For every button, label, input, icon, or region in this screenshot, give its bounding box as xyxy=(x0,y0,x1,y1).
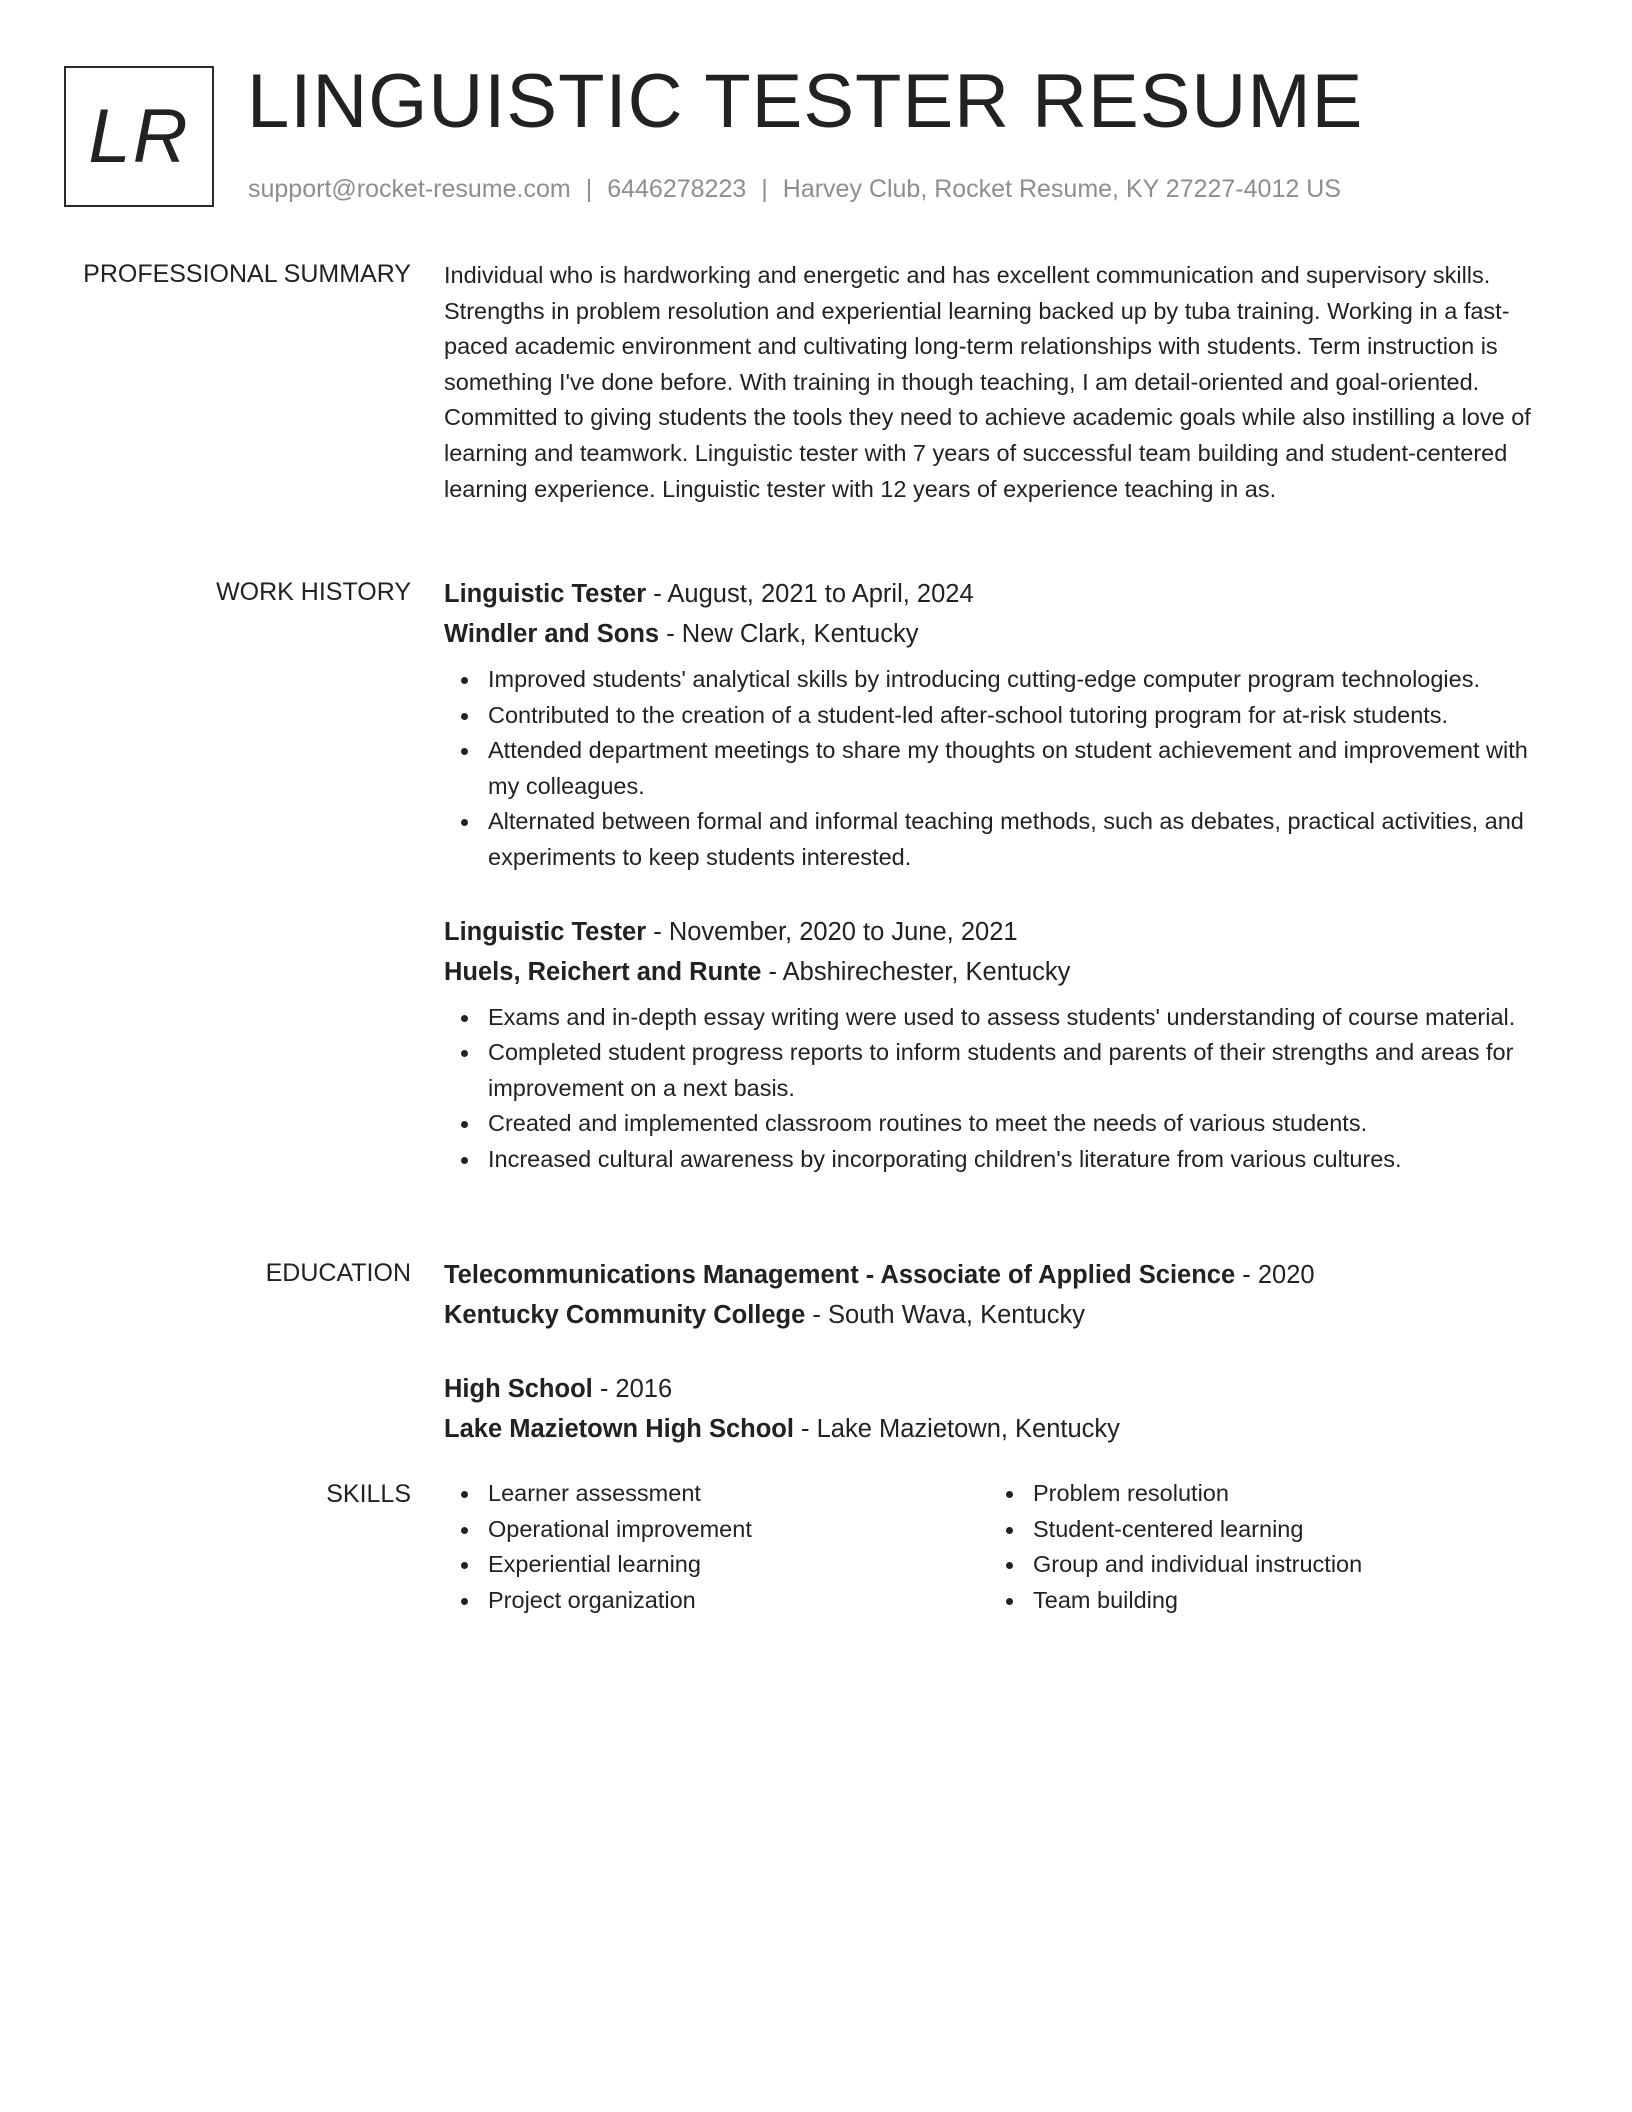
work-history-heading: WORK HISTORY xyxy=(216,578,411,606)
education-body xyxy=(444,1255,1554,1449)
job-bullet: Contributed to the creation of a student-led after-school tutoring program for at-risk students. xyxy=(488,698,1554,734)
education-year: - 2016 xyxy=(592,1375,673,1403)
skills-heading: SKILLS xyxy=(326,1480,411,1508)
job-bullet: Completed student progress reports to inform students and parents of their strengths and areas for improvement on a next basis. xyxy=(488,1035,1554,1106)
skill-item: Problem resolution xyxy=(1033,1476,1534,1512)
job-company: Huels, Reichert and Runte xyxy=(444,957,762,986)
skill-item: Team building xyxy=(1033,1583,1534,1619)
resume-title: LINGUISTIC TESTER RESUME xyxy=(247,59,1364,144)
job-company: Windler and Sons xyxy=(444,620,660,648)
job-bullets xyxy=(444,1000,1554,1178)
contact-separator: | xyxy=(585,175,593,203)
education-degree: Telecommunications Management - Associate of Applied Science xyxy=(444,1261,1236,1289)
job-bullet: Exams and in-depth essay writing were used to assess students' understanding of course material. xyxy=(488,1000,1554,1036)
skill-item: Experiential learning xyxy=(488,1547,989,1583)
skills-body xyxy=(444,1476,1554,1618)
education-location: - South Wava, Kentucky xyxy=(805,1301,1085,1329)
job-company-line xyxy=(444,614,1554,654)
education-entry xyxy=(444,1255,1554,1335)
education-school-line xyxy=(444,1409,1554,1449)
contact-address: Harvey Club, Rocket Resume, KY 27227-4012 US xyxy=(782,175,1341,203)
job-entry xyxy=(444,574,1554,876)
job-location: - Abshirechester, Kentucky xyxy=(761,957,1071,986)
education-school: Lake Mazietown High School xyxy=(444,1415,794,1443)
skills-list xyxy=(444,1476,989,1618)
skill-item: Operational improvement xyxy=(488,1512,989,1548)
education-entry xyxy=(444,1369,1554,1449)
job-title-line xyxy=(444,912,1554,952)
job-bullet: Created and implemented classroom routines to meet the needs of various students. xyxy=(488,1106,1554,1142)
education-heading: EDUCATION xyxy=(265,1259,411,1287)
education-location: - Lake Mazietown, Kentucky xyxy=(793,1415,1120,1443)
skill-item: Learner assessment xyxy=(488,1476,989,1512)
summary-heading: PROFESSIONAL SUMMARY xyxy=(83,260,411,288)
job-bullet: Improved students' analytical skills by introducing cutting-edge computer program technologies. xyxy=(488,662,1554,698)
job-bullet: Alternated between formal and informal teaching methods, such as debates, practical activities, and experiments to keep students interested. xyxy=(488,804,1554,875)
monogram-logo: LR xyxy=(64,66,214,207)
skills-column-left xyxy=(444,1476,989,1618)
job-bullet: Attended department meetings to share my thoughts on student achievement and improvement with my colleagues. xyxy=(488,733,1554,804)
job-company-line xyxy=(444,952,1554,992)
skills-column-right xyxy=(989,1476,1534,1618)
job-title: Linguistic Tester xyxy=(444,917,647,946)
summary-body xyxy=(444,256,1554,507)
skills-grid xyxy=(444,1476,1554,1618)
skill-item: Group and individual instruction xyxy=(1033,1547,1534,1583)
job-bullet: Increased cultural awareness by incorporating children's literature from various cultures. xyxy=(488,1142,1554,1178)
skill-item: Project organization xyxy=(488,1583,989,1619)
education-degree-line xyxy=(444,1369,1554,1409)
skill-item: Student-centered learning xyxy=(1033,1512,1534,1548)
education-degree-line xyxy=(444,1255,1554,1295)
work-history-body xyxy=(444,574,1554,1178)
contact-separator: | xyxy=(761,175,768,203)
job-bullets xyxy=(444,662,1554,876)
job-entry xyxy=(444,912,1554,1178)
contact-phone: 6446278223 xyxy=(607,175,747,203)
job-dates: - November, 2020 to June, 2021 xyxy=(646,917,1018,946)
job-title: Linguistic Tester xyxy=(444,580,647,608)
education-school: Kentucky Community College xyxy=(444,1301,806,1329)
education-year: - 2020 xyxy=(1235,1261,1315,1289)
contact-email: support@rocket-resume.com xyxy=(248,175,571,203)
skills-list xyxy=(989,1476,1534,1618)
education-school-line xyxy=(444,1295,1554,1335)
summary-text: Individual who is hardworking and energetic and has excellent communication and supervisory skills. Strengths in problem resolution and experiential learning backed up by tuba training. Working in a fast-paced academic environment and cultivating long-term relationships with students. Term instruction is something I've done before. With training in though teaching, I am detail-oriented and goal-oriented. Committed to giving students the tools they need to achieve academic goals while also instilling a love of learning and teamwork. Linguistic tester with 7 years of successful team building and student-centered learning experience. Linguistic tester with 12 years of experience teaching in as. xyxy=(444,262,1531,502)
education-degree: High School xyxy=(444,1375,593,1403)
job-title-line xyxy=(444,574,1554,614)
contact-line xyxy=(248,174,1341,204)
job-location: - New Clark, Kentucky xyxy=(659,620,919,648)
job-dates: - August, 2021 to April, 2024 xyxy=(646,580,974,608)
